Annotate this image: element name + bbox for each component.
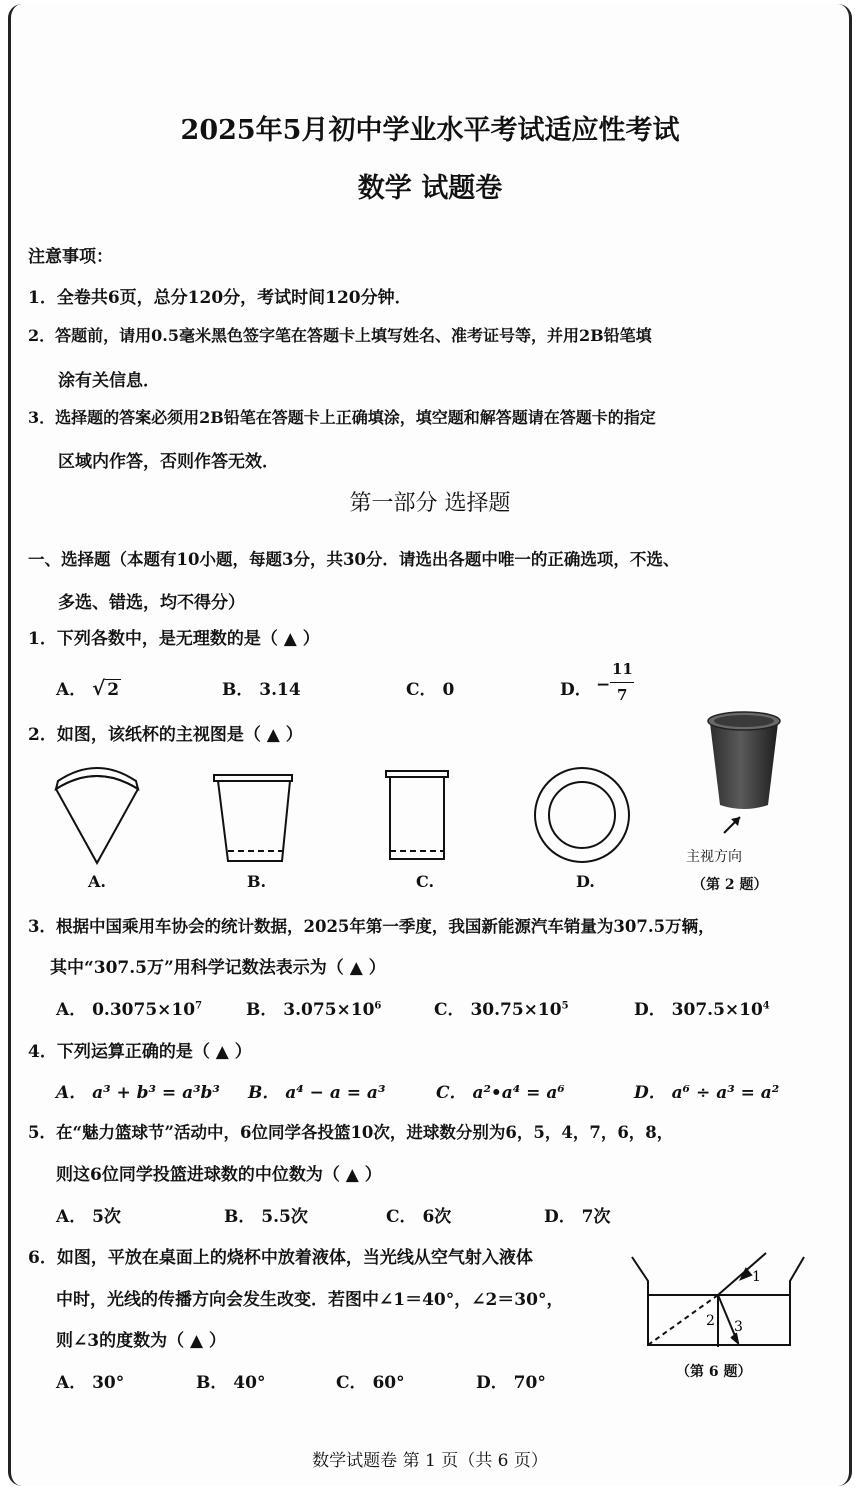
q3-stem-line1: 3．根据中国乘用车协会的统计数据，2025年第一季度，我国新能源汽车销量为307.5万辆， xyxy=(28,917,715,936)
q1-stem: 1．下列各数中，是无理数的是（ ▲ ） xyxy=(28,629,320,649)
q4-option-a: A． a³ + b³ = a³b³ xyxy=(56,1083,220,1103)
paper-cup-photo xyxy=(700,705,795,840)
q5-option-a: A． 5次 xyxy=(56,1207,121,1227)
q1-option-c: C． 0 xyxy=(406,680,455,700)
q1-option-d-numerator: 11 xyxy=(612,660,633,678)
q1-option-a-label: A． xyxy=(56,680,87,700)
part1-intro-line2: 多选、错选，均不得分） xyxy=(58,593,245,613)
q3-option-d-base: D． 307.5×10 xyxy=(634,1000,763,1020)
q3-option-b-exponent: 6 xyxy=(374,1000,382,1012)
note-2-line1: 2．答题前，请用0.5毫米黑色签字笔在答题卡上填写姓名、准考证号等，并用2B铅笔填 xyxy=(28,326,652,345)
q1-option-d-sign: − xyxy=(596,675,611,695)
q3-option-b-base: B． 3.075×10 xyxy=(246,1000,375,1020)
q1-option-a-value: 2 xyxy=(107,680,120,700)
q2-option-b: B. xyxy=(247,872,267,891)
q3-option-d-exponent: 4 xyxy=(762,1000,770,1012)
q6-beaker-figure xyxy=(628,1245,808,1355)
q3-option-c xyxy=(434,995,569,1020)
q3-stem-line2: 其中“307.5万”用科学记数法表示为（ ▲ ） xyxy=(50,958,386,978)
q6-option-d: D． 70° xyxy=(476,1373,546,1393)
sqrt-sign-icon: √ xyxy=(92,676,106,700)
page-footer: 数学试题卷 第 1 页（共 6 页） xyxy=(312,1451,548,1471)
q3-option-a-exponent: 7 xyxy=(195,1000,203,1012)
q4-option-d: D． a⁶ ÷ a³ = a² xyxy=(634,1083,780,1103)
note-3-line1: 3．选择题的答案必须用2B铅笔在答题卡上正确填涂，填空题和解答题请在答题卡的指定 xyxy=(28,408,656,427)
q5-stem-line2: 则这6位同学投篮进球数的中位数为（ ▲ ） xyxy=(56,1165,382,1185)
section-title: 第一部分 选择题 xyxy=(349,491,511,516)
view-direction-label: 主视方向 xyxy=(686,849,742,865)
q3-option-c-exponent: 5 xyxy=(561,1000,569,1012)
q3-option-a-base: A． 0.3075×10 xyxy=(56,1000,196,1020)
note-2-line2: 涂有关信息． xyxy=(58,371,160,391)
exam-subtitle: 数学 试题卷 xyxy=(357,173,503,204)
q2-fig-b xyxy=(214,775,292,861)
angle-3-label: 3 xyxy=(734,1319,743,1335)
q2-option-c: C. xyxy=(416,872,435,891)
q6-caption: （第 6 题） xyxy=(676,1364,752,1380)
angle-1-label: 1 xyxy=(752,1269,761,1285)
q6-stem-line2: 中时，光线的传播方向会发生改变．若图中∠1＝40°，∠2＝30°， xyxy=(56,1290,564,1310)
q2-fig-a xyxy=(56,768,138,863)
q3-option-c-base: C． 30.75×10 xyxy=(434,1000,562,1020)
q1-option-b: B． 3.14 xyxy=(222,680,301,700)
angle-2-label: 2 xyxy=(706,1313,715,1329)
fraction-bar xyxy=(610,682,634,683)
q6-stem-line1: 6．如图，平放在桌面上的烧杯中放着液体，当光线从空气射入液体 xyxy=(28,1248,533,1268)
q2-stem: 2．如图，该纸杯的主视图是（ ▲ ） xyxy=(28,725,303,745)
q4-stem: 4．下列运算正确的是（ ▲ ） xyxy=(28,1042,252,1062)
q5-option-d: D． 7次 xyxy=(544,1207,611,1227)
q6-stem-line3: 则∠3的度数为（ ▲ ） xyxy=(56,1331,226,1351)
exam-title: 2025年5月初中学业水平考试适应性考试 xyxy=(180,115,680,146)
q2-fig-c xyxy=(386,771,448,859)
q3-option-a xyxy=(56,995,202,1020)
q6-option-a: A． 30° xyxy=(56,1373,125,1393)
q6-option-c: C． 60° xyxy=(336,1373,405,1393)
q2-options-figures xyxy=(40,765,660,870)
note-1: 1．全卷共6页，总分120分，考试时间120分钟． xyxy=(28,288,412,308)
q1-option-d-denominator: 7 xyxy=(617,686,628,704)
q2-option-a: A. xyxy=(88,872,106,891)
q6-option-b: B． 40° xyxy=(196,1373,266,1393)
notes-heading: 注意事项： xyxy=(28,247,113,267)
q1-option-d-label: D． xyxy=(560,680,592,700)
q1-option-a xyxy=(56,675,121,700)
q3-option-d xyxy=(634,995,770,1020)
note-3-line2: 区域内作答，否则作答无效． xyxy=(58,452,279,472)
q5-option-b: B． 5.5次 xyxy=(224,1207,308,1227)
q3-option-b xyxy=(246,995,381,1020)
q2-fig-d xyxy=(535,768,629,862)
q2-option-d: D. xyxy=(576,872,595,891)
q5-stem-line1: 5．在“魅力篮球节”活动中，6位同学各投篮10次，进球数分别为6，5，4，7，6，8， xyxy=(28,1123,674,1142)
part1-intro-line1: 一、选择题（本题有10小题，每题3分，共30分．请选出各题中唯一的正确选项，不选、 xyxy=(28,550,680,569)
q5-option-c: C． 6次 xyxy=(386,1207,452,1227)
q4-option-c: C． a²•a⁴ = a⁶ xyxy=(436,1083,565,1103)
q4-option-b: B． a⁴ − a = a³ xyxy=(248,1083,386,1103)
q2-caption: （第 2 题） xyxy=(692,877,768,893)
